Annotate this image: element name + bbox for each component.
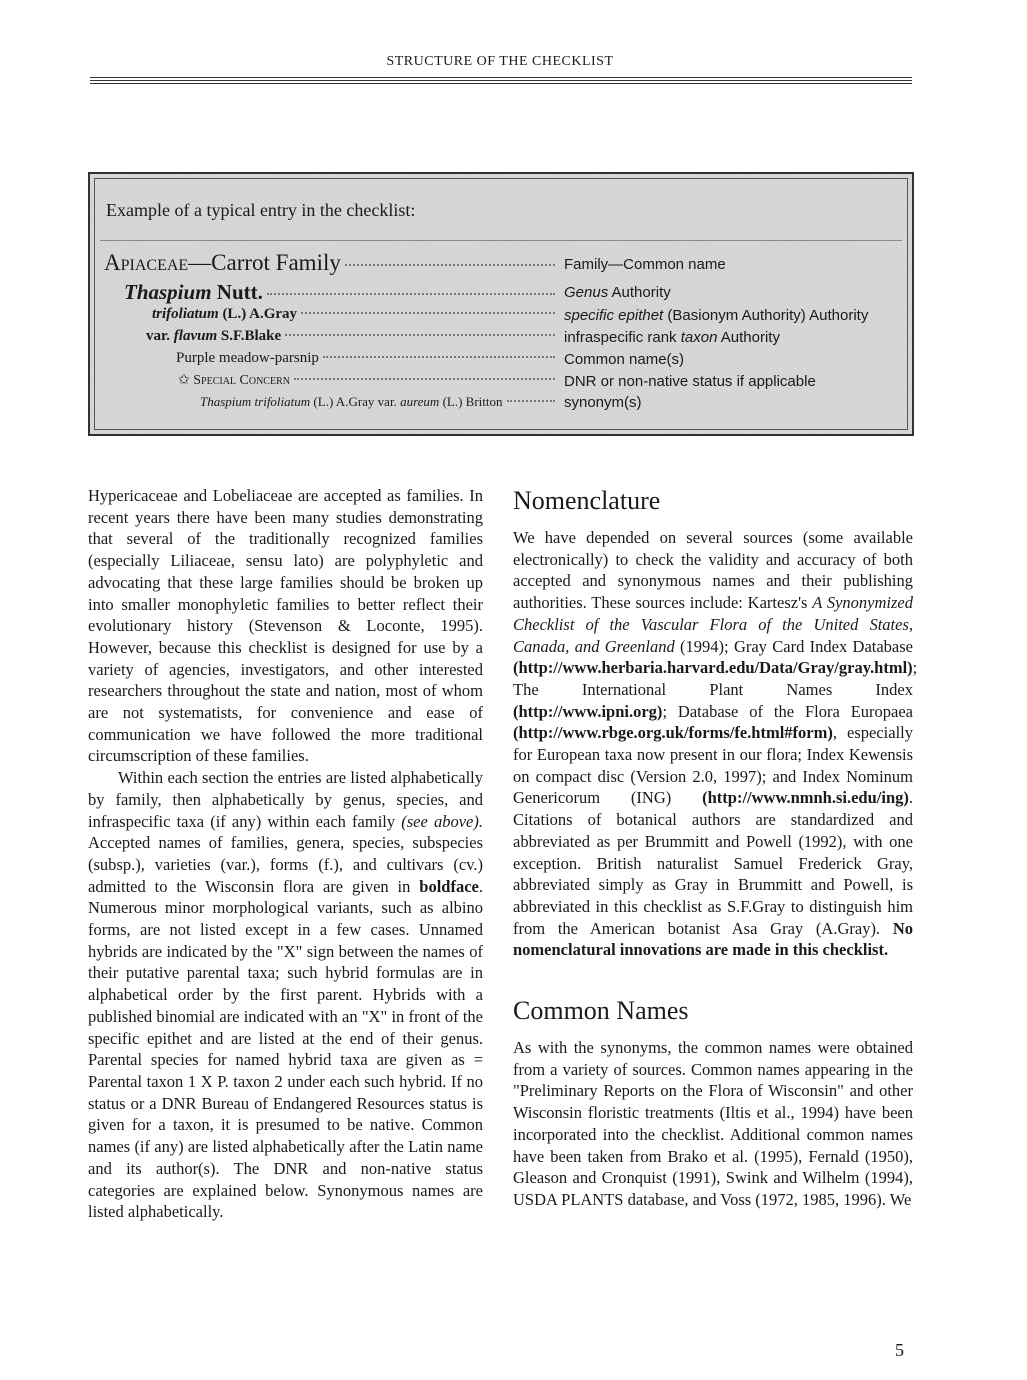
variety-line (146, 328, 281, 345)
heading-common-names: Common Names (513, 996, 689, 1026)
species-epithet: trifoliatum (152, 306, 219, 322)
leader-dots (345, 264, 555, 266)
star-icon: ✩ (178, 373, 190, 388)
key-synonym: synonym(s) (564, 394, 642, 411)
variety-name: flavum (173, 328, 218, 344)
text-run-italic: (see above). (401, 811, 483, 831)
key-infra-authority: Authority (717, 329, 780, 346)
key-genus-label: Genus (564, 284, 609, 301)
key-common: Common name(s) (564, 351, 685, 368)
example-entry-box (88, 172, 914, 436)
leader-dots (294, 378, 555, 380)
synonym-author: (L.) A.Gray var. (310, 394, 401, 409)
key-species (564, 307, 868, 324)
right-column (513, 485, 918, 1211)
text-run: ; Database of the Flora Europaea (662, 701, 913, 721)
text-run: Accepted names of families, genera, species, subspecies (subsp.), varieties (var.), forms (f.), and cultivars (cv.) admitted to the Wisconsin flora are given in (88, 833, 483, 896)
variety-rank: var. (146, 328, 174, 344)
header-rule (90, 80, 912, 81)
text-run: . Citations of botanical authors are standardized and abbreviated as per Brummitt and Powell (1992), with one exception. British naturalist Samuel Frederick Gray, abbreviated simply as Gray in Brummitt and Powell, is abbreviated in this checklist as S.F.Gray to distinguish him from the American botanist Asa Gray (A.Gray). (513, 788, 913, 938)
text-run-bold: boldface (419, 876, 479, 896)
url-ipni: (http://www.ipni.org) (513, 701, 663, 721)
leader-dots (301, 312, 555, 314)
header-rule (90, 77, 912, 78)
url-gray-card: (http://www.herbaria.harvard.edu/Data/Gray/gray.html) (513, 658, 913, 678)
key-infraspecific (564, 329, 780, 346)
leader-dots (267, 293, 555, 295)
paragraph-nomenclature (513, 527, 918, 961)
species-line (152, 306, 297, 323)
key-species-label: specific epithet (564, 307, 664, 324)
text-run: Within each section the entries are listed alphabetically by family, then alphabetically by genus, species, and infraspecific taxa (if any) within each family (88, 768, 483, 831)
text-run: (1994); Gray Card Index Database (674, 636, 913, 656)
heading-nomenclature: Nomenclature (513, 486, 661, 515)
entry-row-species (152, 306, 559, 328)
key-infra-taxon: taxon (680, 329, 718, 346)
variety-author: S.F.Blake (217, 328, 282, 344)
leader-dots (507, 400, 556, 402)
genus-author: Nutt. (211, 280, 263, 304)
key-genus (564, 284, 671, 301)
key-family: Family—Common name (564, 256, 726, 273)
synonym-author2: (L.) Britton (439, 394, 503, 409)
header-rule (90, 83, 912, 84)
genus-name: Thaspium (124, 280, 212, 304)
synonym-binomial: Thaspium trifoliatum (200, 394, 311, 409)
family-name: Apiaceae (104, 250, 189, 275)
synonym-variety: aureum (400, 394, 440, 409)
leader-dots (285, 334, 555, 336)
genus-line (124, 280, 263, 305)
text-run: . Numerous minor morphological variants, such as albino forms, are not listed except in a few cases. Unnamed hybrids are indicated by the "X" sign between the names of their putative parental taxa; such hybrid formulas are in alphabetical order by the first parent. Hybrids with a published binomial are indicated with an "X" in front of the specific epithet and are listed at the end of their genus. Parental species for named hybrid taxa are given as = Parental taxon 1 X P. taxon 2 under each such hybrid. If no status or a DNR Bureau of Endangered Resources status is given for a taxon, it is presumed to be native. Common names (if any) are listed alphabetically after the Latin name and its author(s). The DNR and non-native status categories are explained below. Synonymous names are listed alphabetically. (88, 876, 483, 1222)
paragraph-common-names: As with the synonyms, the common names were obtained from a variety of sources. Common names appearing in the "Preliminary Reports on the Flora of Wisconsin" and other Wisconsin floristic treatments (Iltis et al., 1994) have been incorporated into the checklist. Additional common names have been taken from Brako et al. (1995), Fernald (1950), Gleason and Cronquist (1991), Swink and Wilhelm (1994), USDA PLANTS database, and Voss (1972, 1985, 1996). We (513, 1038, 913, 1209)
text-run-bold: No nomenclatural innovations are made in this checklist. (513, 918, 913, 960)
entry-row-status (178, 372, 559, 394)
key-status: DNR or non-native status if applicable (564, 373, 816, 390)
paragraph-families: Hypericaceae and Lobeliaceae are accepted as families. In recent years there have been many studies demonstrating that several of the traditionally recognized families (especially Liliaceae, sensu lato) are polyphyletic and advocating that these large families should be broken up into smaller monophyletic families to better reflect their evolutionary history (Stevenson & Loconte, 1995). However, because this checklist is designed for use by a variety of agencies, investigators, and other interested researchers throughout the state and nation, most of whom are not systematists, for convenience and ease of communication we have followed the more traditional circumscription of these families. (88, 486, 483, 766)
example-heading: Example of a typical entry in the checklist: (106, 200, 416, 220)
text-run-italic: A Synonymized Checklist of the Vascular Flora of the United States, Canada, and Greenland (513, 593, 913, 656)
status-label: Special Concern (189, 373, 290, 388)
key-species-authority: (Basionym Authority) Authority (663, 307, 869, 324)
leader-dots (323, 356, 555, 358)
entry-row-family (104, 250, 559, 275)
page-number: 5 (895, 1340, 904, 1360)
status-line (178, 372, 290, 389)
paragraph-entries (88, 767, 483, 1223)
species-author: (L.) A.Gray (218, 306, 298, 322)
example-divider (100, 240, 902, 241)
synonym-line (200, 394, 503, 410)
family-common-name: —Carrot Family (188, 250, 341, 275)
common-name: Purple meadow-parsnip (176, 350, 319, 366)
entry-row-genus (124, 280, 559, 302)
text-run: We have depended on several sources (some available electronically) to check the validity and accuracy of both accepted and synonymous names and their publishing authorities. These sources include: Kartesz's (513, 528, 913, 613)
url-ing: (http://www.nmnh.si.edu/ing) (702, 788, 909, 808)
entry-row-common (176, 350, 559, 372)
key-infra-rank: infraspecific rank (564, 329, 681, 346)
running-head: STRUCTURE OF THE CHECKLIST (386, 54, 614, 69)
text-run: , especially for European taxa now present in our flora; Index Kewensis on compact disc (Version 2.0, 1997); and Index Nominum Genericorum (ING) (513, 723, 913, 808)
url-flora-europaea: (http://www.rbge.org.uk/forms/fe.html#form) (513, 723, 833, 743)
key-genus-authority: Authority (608, 284, 671, 301)
text-run: ; The International Plant Names Index (513, 658, 918, 699)
entry-row-variety (146, 328, 559, 350)
entry-row-synonym (200, 394, 559, 416)
left-column (88, 485, 483, 1223)
family-line (104, 250, 341, 276)
